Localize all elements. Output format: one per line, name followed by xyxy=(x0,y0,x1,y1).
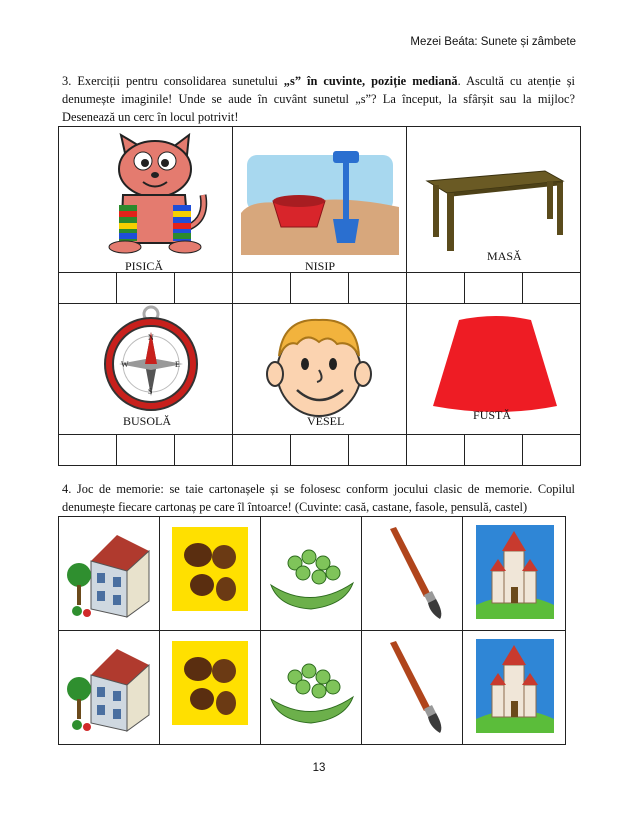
circle-box[interactable] xyxy=(59,435,117,466)
paintbrush-icon xyxy=(364,635,460,735)
circle-box[interactable] xyxy=(291,273,349,304)
castle-icon xyxy=(466,521,562,621)
sand-bucket-icon xyxy=(233,127,407,272)
beans-icon xyxy=(263,521,359,621)
card-masa xyxy=(407,127,581,273)
circle-box[interactable] xyxy=(233,435,291,466)
circle-box[interactable] xyxy=(233,273,291,304)
svg-text:N: N xyxy=(148,333,154,342)
circle-box[interactable] xyxy=(175,273,233,304)
circle-box[interactable] xyxy=(465,435,523,466)
svg-text:E: E xyxy=(175,360,180,369)
card-busola xyxy=(59,304,233,435)
circle-box[interactable] xyxy=(465,273,523,304)
word-fusta: FUSTĂ xyxy=(473,408,512,422)
circle-box[interactable] xyxy=(523,435,581,466)
memory-card-castane[interactable] xyxy=(160,517,261,631)
word-pisica: PISICĂ xyxy=(125,259,164,273)
exercise-4-number: 4. xyxy=(62,482,72,496)
memory-card-casa[interactable] xyxy=(59,517,160,631)
memory-card-fasole[interactable] xyxy=(261,517,362,631)
castle-icon xyxy=(466,635,562,735)
exercise-3-instructions xyxy=(62,72,575,126)
svg-text:S: S xyxy=(148,387,153,396)
word-busola: BUSOLĂ xyxy=(123,414,172,428)
circle-box[interactable] xyxy=(291,435,349,466)
beans-icon xyxy=(263,635,359,735)
circle-box[interactable] xyxy=(349,273,407,304)
memory-card-pensula[interactable] xyxy=(362,631,463,745)
card-vesel xyxy=(233,304,407,435)
cat-icon xyxy=(59,127,233,272)
circle-box[interactable] xyxy=(407,435,465,466)
circle-box[interactable] xyxy=(349,435,407,466)
memory-card-castane[interactable] xyxy=(160,631,261,745)
memory-card-fasole[interactable] xyxy=(261,631,362,745)
memory-game-table xyxy=(58,516,566,745)
house-icon xyxy=(61,521,157,621)
word-masa: MASĂ xyxy=(487,249,522,263)
exercise-4-instructions xyxy=(62,480,575,516)
exercise-3-bold: „s” în cuvinte, poziție mediană xyxy=(283,74,458,88)
exercise-4-text: Joc de memorie: se taie cartonașele și se folosesc conform jocului clasic de memorie. Copilul denumește fiecare cartonaș pe care îl întoarce! (Cuvinte: casă, castane, fasole, pensulă, castel) xyxy=(62,482,575,514)
exercise-3-text: Exerciții pentru consolidarea sunetului xyxy=(77,74,284,88)
circle-box[interactable] xyxy=(523,273,581,304)
exercise-3-table xyxy=(58,126,581,466)
circle-box[interactable] xyxy=(117,435,175,466)
card-fusta xyxy=(407,304,581,435)
memory-card-casa[interactable] xyxy=(59,631,160,745)
circle-box[interactable] xyxy=(59,273,117,304)
circle-box[interactable] xyxy=(117,273,175,304)
card-pisica xyxy=(59,127,233,273)
chestnuts-icon xyxy=(162,635,258,735)
memory-card-pensula[interactable] xyxy=(362,517,463,631)
exercise-3-number: 3. xyxy=(62,74,72,88)
circle-box[interactable] xyxy=(175,435,233,466)
word-nisip: NISIP xyxy=(305,259,336,273)
page-number: 13 xyxy=(312,762,326,774)
chestnuts-icon xyxy=(162,521,258,621)
house-icon xyxy=(61,635,157,735)
circle-box[interactable] xyxy=(407,273,465,304)
memory-card-castel[interactable] xyxy=(463,631,566,745)
paintbrush-icon xyxy=(364,521,460,621)
svg-text:W: W xyxy=(121,360,129,369)
page-header: Mezei Beáta: Sunete și zâmbete xyxy=(410,36,576,48)
exercise-3-rest: . Ascultă cu atenție și denumește imaginile! Unde se aude în cuvânt sunetul „s”? La început, la sfârșit sau la mijloc? Desenează un cerc în locul potrivit! xyxy=(62,74,575,124)
card-nisip xyxy=(233,127,407,273)
word-vesel: VESEL xyxy=(307,414,345,428)
memory-card-castel[interactable] xyxy=(463,517,566,631)
